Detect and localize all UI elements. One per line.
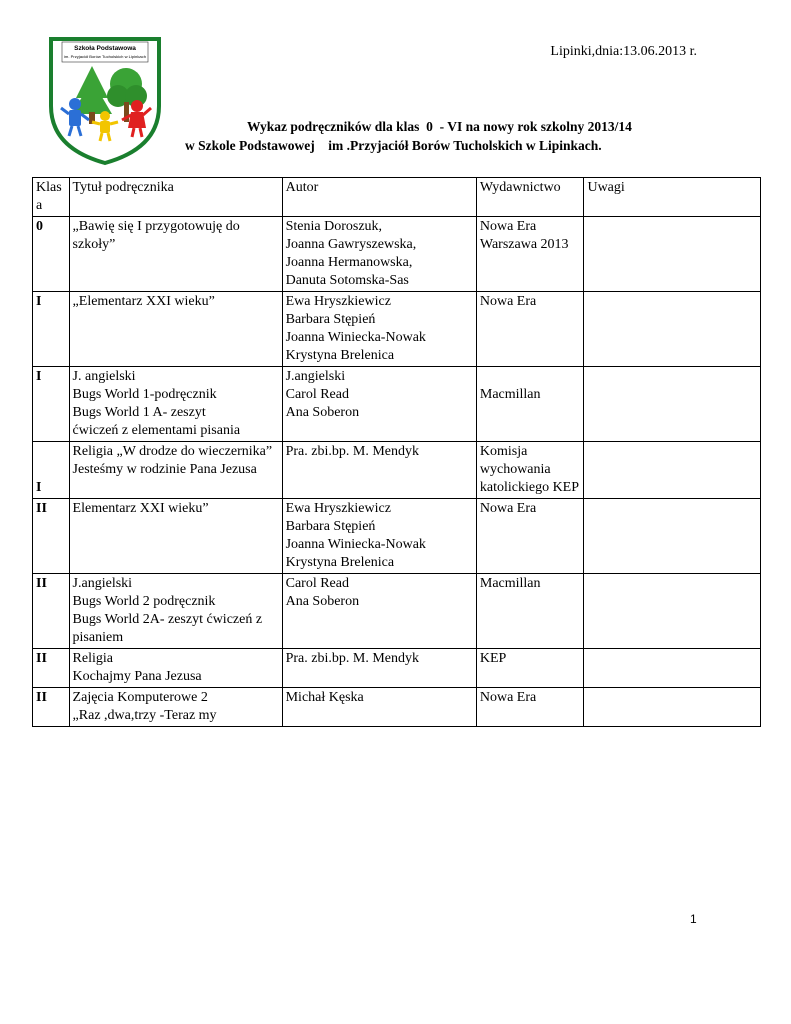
cell-klasa: II xyxy=(33,574,70,649)
textbook-table xyxy=(32,177,761,727)
cell-klasa: 0 xyxy=(33,217,70,292)
cell-klasa: I xyxy=(33,367,70,442)
cell-tytul: „Elementarz XXI wieku” xyxy=(69,292,282,367)
cell-autor: J.angielski Carol Read Ana Soberon xyxy=(282,367,476,442)
cell-wydawnictwo: Nowa Era xyxy=(476,499,584,574)
cell-klasa: II xyxy=(33,688,70,727)
heading-line-1: Wykaz podręczników dla klas 0 - VI na nowy rok szkolny 2013/14 xyxy=(247,119,632,134)
table-row xyxy=(33,688,761,727)
cell-klasa: I xyxy=(33,292,70,367)
cell-uwagi xyxy=(584,217,761,292)
table-row xyxy=(33,499,761,574)
cell-wydawnictwo: Macmillan xyxy=(476,574,584,649)
logo-text-line2: im. Przyjaciół Borów Tucholskich w Lipinkach xyxy=(64,54,146,59)
table-row xyxy=(33,217,761,292)
cell-wydawnictwo: Komisja wychowania katolickiego KEP xyxy=(476,442,584,499)
cell-autor: Carol Read Ana Soberon xyxy=(282,574,476,649)
header-uwagi: Uwagi xyxy=(584,178,761,217)
cell-uwagi xyxy=(584,292,761,367)
cell-autor: Pra. zbi.bp. M. Mendyk xyxy=(282,649,476,688)
document-date: Lipinki,dnia:13.06.2013 r. xyxy=(550,44,697,59)
table-row xyxy=(33,367,761,442)
cell-uwagi xyxy=(584,688,761,727)
cell-wydawnictwo: Nowa Era xyxy=(476,688,584,727)
header-klasa: Klas a xyxy=(33,178,70,217)
table-row xyxy=(33,649,761,688)
cell-uwagi xyxy=(584,442,761,499)
cell-wydawnictwo: Nowa Era xyxy=(476,292,584,367)
cell-autor: Ewa Hryszkiewicz Barbara Stępień Joanna Winiecka-Nowak Krystyna Brelenica xyxy=(282,499,476,574)
cell-autor: Michał Kęska xyxy=(282,688,476,727)
cell-autor: Stenia Doroszuk, Joanna Gawryszewska, Joanna Hermanowska, Danuta Sotomska-Sas xyxy=(282,217,476,292)
cell-uwagi xyxy=(584,367,761,442)
cell-tytul: J. angielski Bugs World 1-podręcznik Bugs World 1 A- zeszyt ćwiczeń z elementami pisania xyxy=(69,367,282,442)
cell-wydawnictwo: Nowa Era Warszawa 2013 xyxy=(476,217,584,292)
cell-klasa: II xyxy=(33,499,70,574)
header-wydawnictwo: Wydawnictwo xyxy=(476,178,584,217)
table-row xyxy=(33,442,761,499)
cell-wydawnictwo: KEP xyxy=(476,649,584,688)
document-heading xyxy=(0,117,791,155)
table-header-row xyxy=(33,178,761,217)
cell-klasa: II xyxy=(33,649,70,688)
logo-text-line1: Szkoła Podstawowa xyxy=(74,45,136,52)
cell-tytul: „Bawię się I przygotowuję do szkoły” xyxy=(69,217,282,292)
cell-uwagi xyxy=(584,649,761,688)
cell-tytul: Religia Kochajmy Pana Jezusa xyxy=(69,649,282,688)
heading-line-2: w Szkole Podstawowej im .Przyjaciół Borów Tucholskich w Lipinkach. xyxy=(185,138,602,153)
cell-autor: Pra. zbi.bp. M. Mendyk xyxy=(282,442,476,499)
header-tytul: Tytuł podręcznika xyxy=(69,178,282,217)
table-row xyxy=(33,292,761,367)
header-autor: Autor xyxy=(282,178,476,217)
page-number: 1 xyxy=(690,912,697,926)
cell-tytul: Religia „W drodze do wieczernika” Jesteśmy w rodzinie Pana Jezusa xyxy=(69,442,282,499)
cell-tytul: Zajęcia Komputerowe 2 „Raz ,dwa,trzy -Teraz my xyxy=(69,688,282,727)
cell-autor: Ewa Hryszkiewicz Barbara Stępień Joanna Winiecka-Nowak Krystyna Brelenica xyxy=(282,292,476,367)
cell-tytul: J.angielski Bugs World 2 podręcznik Bugs World 2A- zeszyt ćwiczeń z pisaniem xyxy=(69,574,282,649)
cell-klasa: I xyxy=(33,442,70,499)
table-row xyxy=(33,574,761,649)
cell-tytul: Elementarz XXI wieku” xyxy=(69,499,282,574)
cell-uwagi xyxy=(584,499,761,574)
cell-wydawnictwo: Macmillan xyxy=(476,367,584,442)
cell-uwagi xyxy=(584,574,761,649)
